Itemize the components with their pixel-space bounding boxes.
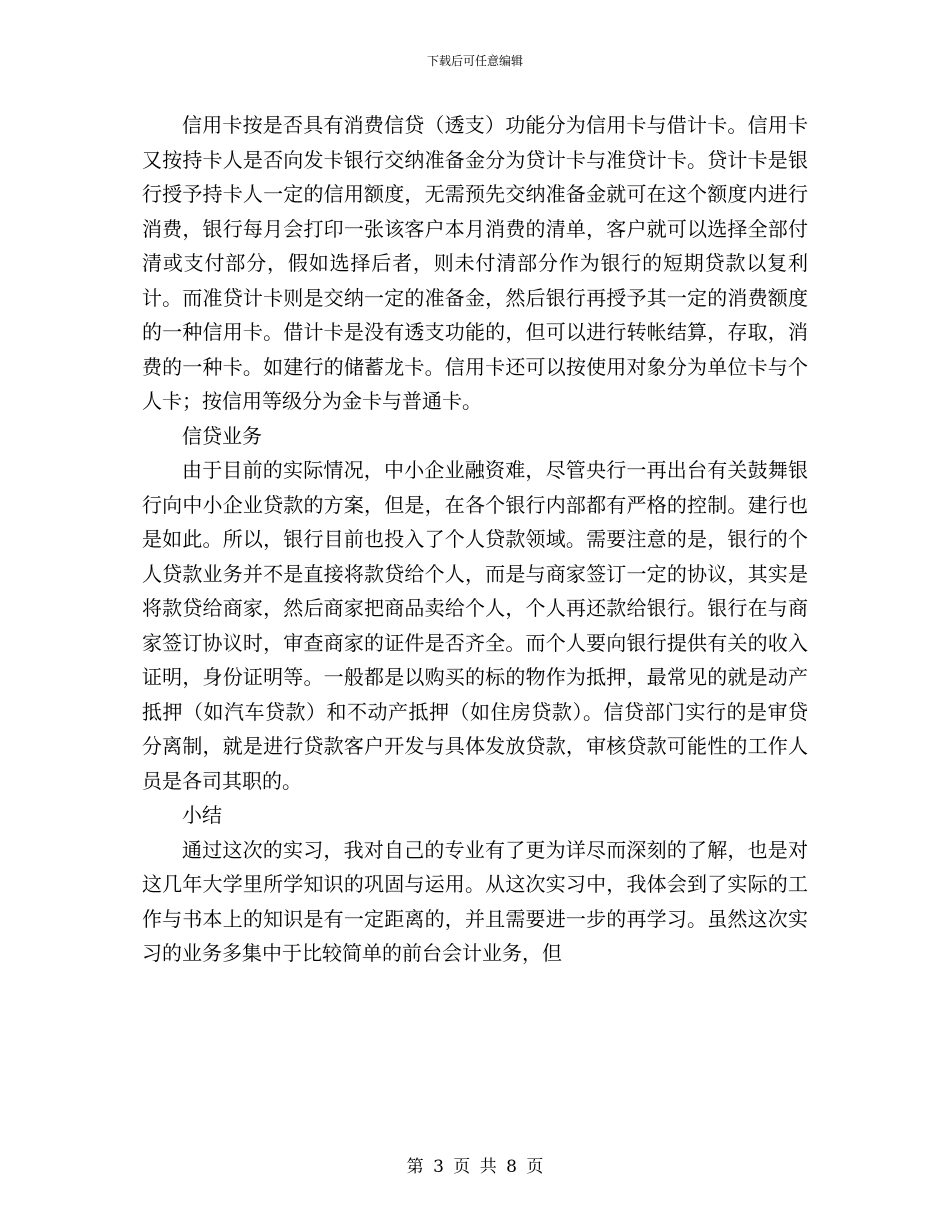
section-heading-summary: 小结 xyxy=(182,803,222,827)
document-body xyxy=(142,108,808,971)
paragraph-summary: 通过这次的实习，我对自己的专业有了更为详尽而深刻的了解，也是对这几年大学里所学知识的巩固与运用。从这次实习中，我体会到了实际的工作与书本上的知识是有一定距离的，并且需要进一步的再学习。虽然这次实习的业务多集中于比较简单的前台会计业务，但 xyxy=(142,837,808,965)
section-heading-credit-business: 信贷业务 xyxy=(182,423,262,448)
page-footer: 第 3 页 共 8 页 xyxy=(406,1157,544,1177)
paragraph-credit-business: 由于目前的实际情况，中小企业融资难，尽管央行一再出台有关鼓舞银行向中小企业贷款的方案，但是，在各个银行内部都有严格的控制。建行也是如此。所以，银行目前也投入了个人贷款领域。需要注意的是，银行的个人贷款业务并不是直接将款贷给个人，而是与商家签订一定的协议，其实是将款贷给商家，然后商家把商品卖给个人，个人再还款给银行。银行在与商家签订协议时，审查商家的证件是否齐全。而个人要向银行提供有关的收入证明，身份证明等。一般都是以购买的标的物作为抵押，最常见的就是动产抵押（如汽车贷款）和不动产抵押（如住房贷款）。信贷部门实行的是审贷分离制，就是进行贷款客户开发与具体发放贷款，审核贷款可能性的工作人员是各司其职的。 xyxy=(142,458,808,793)
paragraph-credit-card-types: 信用卡按是否具有消费信贷（透支）功能分为信用卡与借计卡。信用卡又按持卡人是否向发卡银行交纳准备金分为贷计卡与准贷计卡。贷计卡是银行授予持卡人一定的信用额度，无需预先交纳准备金就可在这个额度内进行消费，银行每月会打印一张该客户本月消费的清单，客户就可以选择全部付清或支付部分，假如选择后者，则未付清部分作为银行的短期贷款以复利计。而准贷计卡则是交纳一定的准备金，然后银行再授予其一定的消费额度的一种信用卡。借计卡是没有透支功能的，但可以进行转帐结算，存取，消费的一种卡。如建行的储蓄龙卡。信用卡还可以按使用对象分为单位卡与个人卡；按信用等级分为金卡与普通卡。 xyxy=(142,113,808,413)
page-header: 下载后可任意编辑 xyxy=(426,54,523,68)
